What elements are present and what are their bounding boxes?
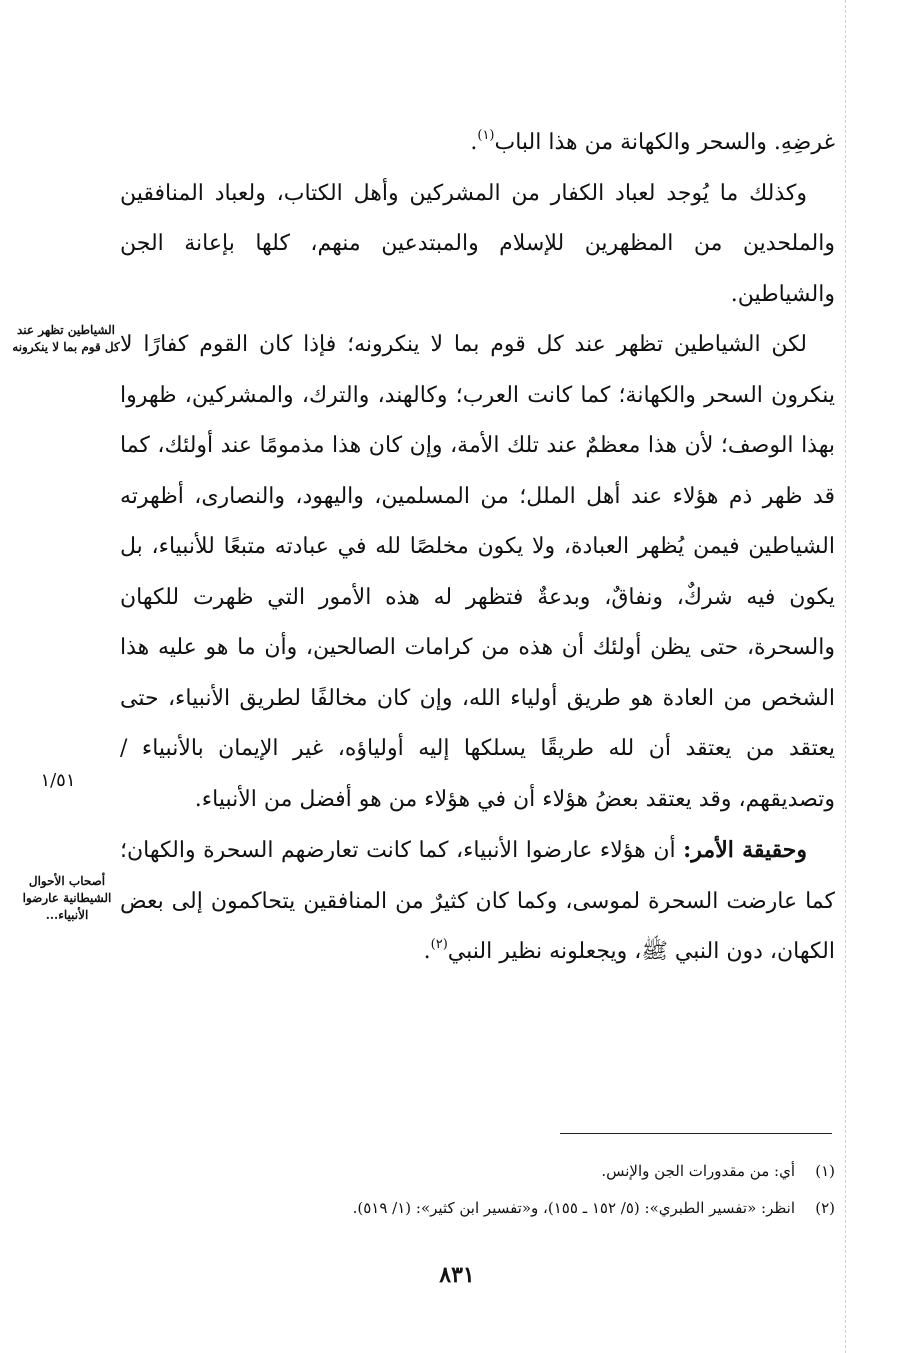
footnote-1-number: (١) (815, 1162, 835, 1180)
paragraph-4-text: أن هؤلاء عارضوا الأنبياء، كما كانت تعارضهم السحرة والكهان؛ كما عارضت السحرة لموسى، وكما كان كثيرٌ من المنافقين يتحاكمون إلى بعض الكهان، دون النبي ﷺ، ويجعلونه نظير النبي (120, 838, 835, 964)
main-text (120, 118, 835, 978)
margin-heading-1: الشياطين تظهر عند كل قوم بما لا ينكرونه (12, 323, 120, 354)
page-edge-line (845, 0, 846, 1353)
margin-heading-2: أصحاب الأحوال الشيطانية عارضوا الأنبياء... (22, 874, 112, 922)
paragraph-4-end: . (423, 939, 431, 964)
paragraph-1 (120, 118, 835, 169)
footnotes (200, 1153, 835, 1227)
paragraph-1-end: . (470, 130, 478, 155)
original-page-reference: ١/٥١ (40, 770, 76, 791)
footnote-ref-2: (٢) (430, 937, 448, 952)
paragraph-4 (120, 825, 835, 978)
footnote-ref-1: (١) (477, 128, 495, 143)
footnote-2 (200, 1190, 835, 1227)
page-number: ٨٣١ (439, 1262, 475, 1288)
footnote-1-text: أي: من مقدورات الجن والإنس. (601, 1162, 795, 1180)
paragraph-2: وكذلك ما يُوجد لعباد الكفار من المشركين وأهل الكتاب، ولعباد المنافقين والملحدين من المظهرين للإسلام والمبتدعين منهم، كلها بإعانة الجن والشياطين. (120, 180, 835, 307)
paragraph-4-lead: وحقيقة الأمر: (683, 837, 808, 863)
footnote-2-text: انظر: «تفسير الطبري»: (٥/ ١٥٢ ـ ١٥٥)، و«تفسير ابن كثير»: (١/ ٥١٩). (352, 1199, 795, 1217)
footnote-separator (560, 1133, 832, 1134)
footnote-2-number: (٢) (815, 1199, 835, 1217)
paragraph-1-text: غرضِهِ. والسحر والكهانة من هذا الباب (494, 130, 835, 155)
footnote-1 (200, 1153, 835, 1190)
paragraph-3: لكن الشياطين تظهر عند كل قوم بما لا ينكرونه؛ فإذا كان القوم كفارًا لا ينكرون السحر والكهانة؛ كما كانت العرب؛ وكالهند، والترك، والمشركين، ظهروا بهذا الوصف؛ لأن هذا معظمٌ عند تلك الأمة، وإن كان هذا مذمومًا عند أولئك، كما قد ظهر ذم هؤلاء عند أهل الملل؛ من المسلمين، واليهود، والنصارى، أظهرته الشياطين فيمن يُظهر العبادة، ولا يكون مخلصًا لله في عبادته متبعًا للأنبياء، بل يكون فيه شركٌ، ونفاقٌ، وبدعةٌ فتظهر له هذه الأمور التي ظهرت للكهان والسحرة، حتى يظن أولئك أن هذه من كرامات الصالحين، وأن ما هو عليه هذا الشخص من العادة هو طريق أولياء الله، وإن كان مخالفًا لطريق الأنبياء، حتى يعتقد من يعتقد أن لله طريقًا يسلكها إليه أولياؤه، غير الإيمان بالأنبياء / وتصديقهم، وقد يعتقد بعضُ هؤلاء أن في هؤلاء من هو أفضل من الأنبياء. (120, 332, 835, 812)
